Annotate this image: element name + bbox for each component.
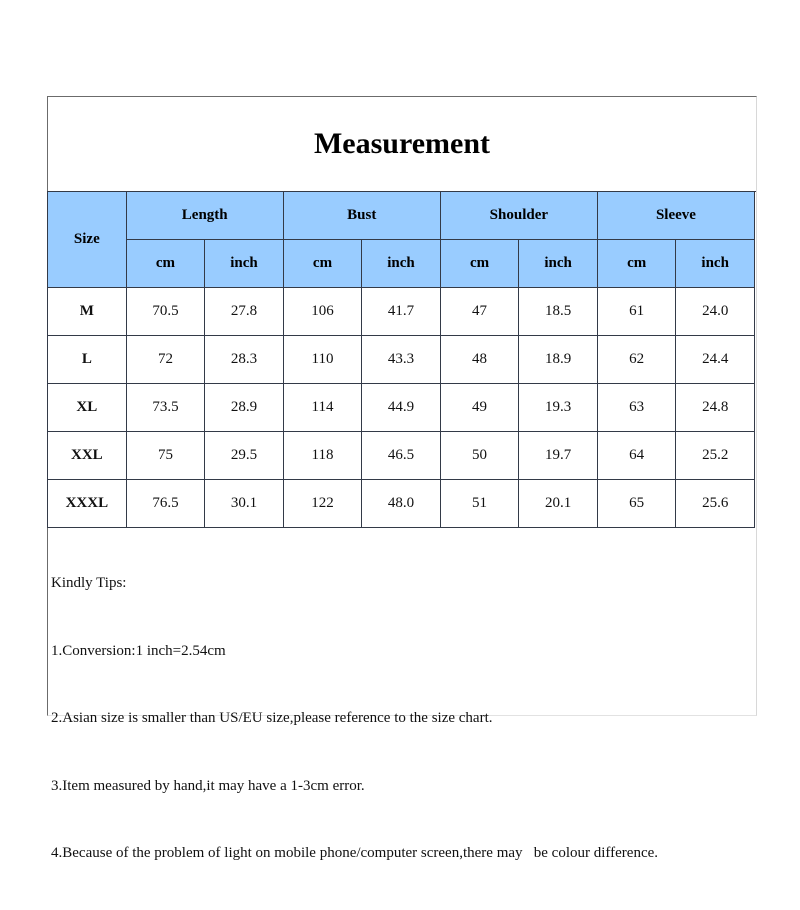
header-row-units <box>48 240 755 288</box>
tip-item: 4.Because of the problem of light on mobile phone/computer screen,there may be colour difference. <box>51 845 659 861</box>
value-cell: 76.5 <box>126 480 205 528</box>
value-cell: 114 <box>283 384 362 432</box>
value-cell: 18.5 <box>519 288 598 336</box>
header-row-groups <box>48 192 755 240</box>
value-cell: 18.9 <box>519 336 598 384</box>
size-cell: XL <box>48 384 127 432</box>
header-unit: inch <box>362 240 441 288</box>
header-bust: Bust <box>283 192 440 240</box>
table-row <box>48 480 755 528</box>
header-unit: cm <box>597 240 675 288</box>
value-cell: 48 <box>440 336 519 384</box>
tip-item: 2.Asian size is smaller than US/EU size,please reference to the size chart. <box>51 710 493 726</box>
value-cell: 28.9 <box>205 384 284 432</box>
value-cell: 73.5 <box>126 384 205 432</box>
tips-section <box>51 527 658 910</box>
value-cell: 29.5 <box>205 432 284 480</box>
value-cell: 51 <box>440 480 519 528</box>
size-cell: M <box>48 288 127 336</box>
value-cell: 19.7 <box>519 432 598 480</box>
header-sleeve: Sleeve <box>597 192 754 240</box>
header-unit: inch <box>676 240 755 288</box>
value-cell: 24.8 <box>676 384 755 432</box>
table-row <box>48 288 755 336</box>
value-cell: 25.2 <box>676 432 755 480</box>
header-unit: cm <box>440 240 519 288</box>
value-cell: 48.0 <box>362 480 441 528</box>
tip-item: 1.Conversion:1 inch=2.54cm <box>51 642 226 659</box>
value-cell: 44.9 <box>362 384 441 432</box>
value-cell: 19.3 <box>519 384 598 432</box>
size-cell: XXL <box>48 432 127 480</box>
value-cell: 106 <box>283 288 362 336</box>
header-unit: cm <box>283 240 362 288</box>
value-cell: 65 <box>597 480 675 528</box>
table-row <box>48 336 755 384</box>
size-cell: XXXL <box>48 480 127 528</box>
header-size: Size <box>48 192 127 288</box>
tip-item: 3.Item measured by hand,it may have a 1-3cm error. <box>51 777 365 794</box>
value-cell: 62 <box>597 336 675 384</box>
header-length: Length <box>126 192 283 240</box>
value-cell: 72 <box>126 336 205 384</box>
value-cell: 28.3 <box>205 336 284 384</box>
tips-heading: Kindly Tips: <box>51 575 127 591</box>
value-cell: 110 <box>283 336 362 384</box>
value-cell: 24.4 <box>676 336 755 384</box>
table-row <box>48 384 755 432</box>
value-cell: 64 <box>597 432 675 480</box>
value-cell: 49 <box>440 384 519 432</box>
value-cell: 27.8 <box>205 288 284 336</box>
value-cell: 75 <box>126 432 205 480</box>
size-table <box>47 191 755 528</box>
page-title: Measurement <box>48 97 756 192</box>
value-cell: 47 <box>440 288 519 336</box>
value-cell: 30.1 <box>205 480 284 528</box>
size-cell: L <box>48 336 127 384</box>
value-cell: 24.0 <box>676 288 755 336</box>
value-cell: 41.7 <box>362 288 441 336</box>
value-cell: 70.5 <box>126 288 205 336</box>
value-cell: 25.6 <box>676 480 755 528</box>
value-cell: 61 <box>597 288 675 336</box>
header-unit: inch <box>519 240 598 288</box>
value-cell: 122 <box>283 480 362 528</box>
value-cell: 20.1 <box>519 480 598 528</box>
header-unit: cm <box>126 240 205 288</box>
value-cell: 50 <box>440 432 519 480</box>
header-unit: inch <box>205 240 284 288</box>
header-shoulder: Shoulder <box>440 192 597 240</box>
value-cell: 43.3 <box>362 336 441 384</box>
measurement-sheet <box>47 96 757 861</box>
table-row <box>48 432 755 480</box>
value-cell: 118 <box>283 432 362 480</box>
value-cell: 63 <box>597 384 675 432</box>
value-cell: 46.5 <box>362 432 441 480</box>
